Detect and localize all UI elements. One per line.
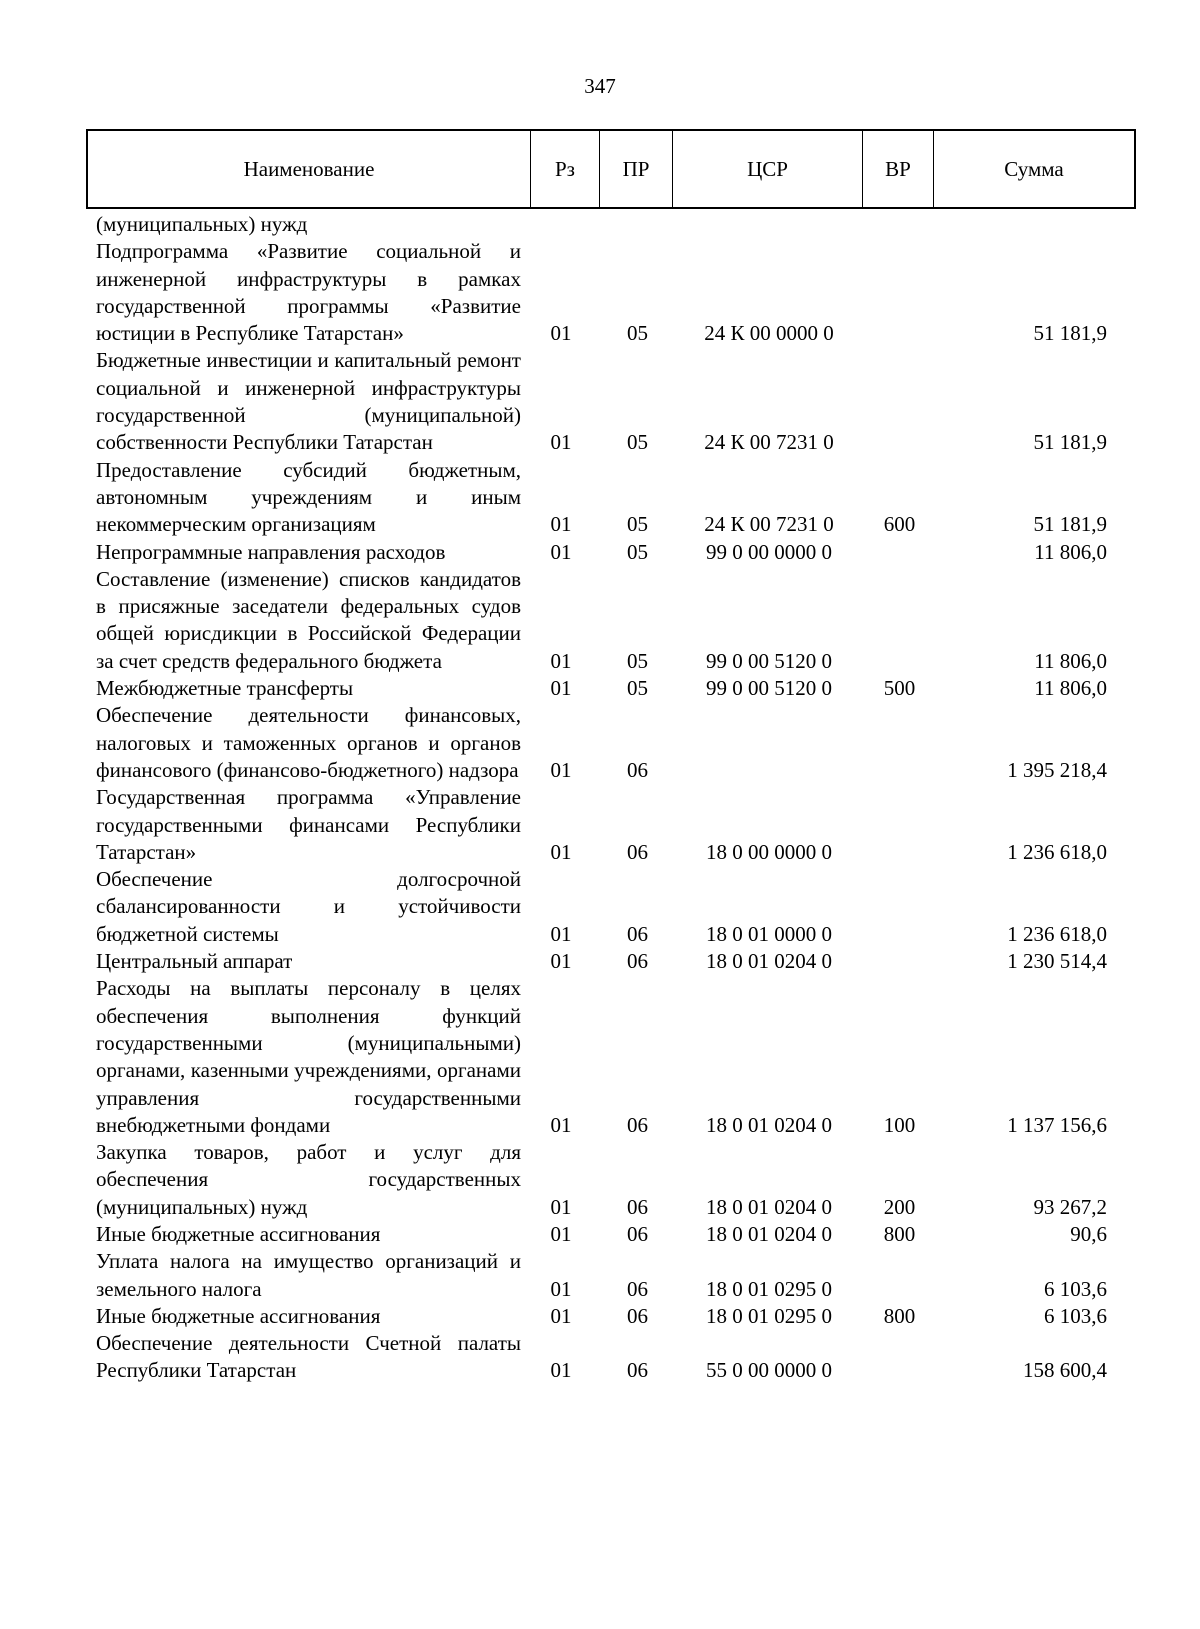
cell-name: (муниципальных) нужд xyxy=(96,212,308,236)
cell-pr: 06 xyxy=(627,757,648,782)
table-row xyxy=(96,539,1136,566)
cell-name: Предоставление субсидий бюджетным, автономным учреждениям и иным некоммерческим организациям xyxy=(96,457,521,537)
cell-vr: 800 xyxy=(883,1303,916,1328)
cell-name: Составление (изменение) списков кандидатов в присяжные заседатели федеральных судов общей юрисдикции в Российской Федерации за счет средств федерального бюджета xyxy=(96,566,521,673)
cell-sum: 6 103,6 xyxy=(1044,1276,1107,1301)
cell-csr: 18 0 01 0000 0 xyxy=(706,921,832,946)
cell-rz: 01 xyxy=(550,512,572,537)
cell-name: Межбюджетные трансферты xyxy=(96,676,354,701)
cell-sum: 6 103,6 xyxy=(1044,1303,1107,1328)
cell-sum: 93 267,2 xyxy=(1033,1194,1107,1219)
cell-name: Центральный аппарат xyxy=(96,949,293,974)
cell-csr: 18 0 01 0204 0 xyxy=(706,1112,832,1137)
cell-rz: 01 xyxy=(550,949,572,974)
cell-pr: 05 xyxy=(627,648,648,673)
cell-vr: 500 xyxy=(883,676,916,701)
cell-sum: 11 806,0 xyxy=(1034,676,1107,701)
cell-rz: 01 xyxy=(550,757,572,782)
table-row xyxy=(96,211,1136,238)
table-row xyxy=(96,238,1136,347)
cell-rz: 01 xyxy=(550,648,572,673)
cell-sum: 158 600,4 xyxy=(1023,1358,1107,1383)
cell-pr: 05 xyxy=(627,321,648,346)
cell-pr: 06 xyxy=(627,1112,648,1137)
table-row xyxy=(96,1248,1136,1303)
column-header-csr: ЦСР xyxy=(673,131,863,207)
table-row xyxy=(96,866,1136,948)
cell-name: Обеспечение деятельности Счетной палаты Республики Татарстан xyxy=(96,1331,521,1383)
cell-csr: 18 0 00 0000 0 xyxy=(706,839,832,864)
cell-name: Уплата налога на имущество организаций и земельного налога xyxy=(96,1249,521,1301)
cell-name: Обеспечение деятельности финансовых, налоговых и таможенных органов и органов финансового (финансово-бюджетного) надзора xyxy=(96,703,521,782)
column-header-sum: Сумма xyxy=(1004,156,1064,181)
cell-csr: 55 0 00 0000 0 xyxy=(706,1358,832,1383)
cell-sum: 1 236 618,0 xyxy=(1007,921,1107,946)
cell-vr: 600 xyxy=(883,512,916,537)
cell-csr: 24 К 00 7231 0 xyxy=(704,430,834,455)
cell-sum: 11 806,0 xyxy=(1034,539,1107,564)
cell-csr: 24 К 00 7231 0 xyxy=(704,512,834,537)
cell-sum: 51 181,9 xyxy=(1033,321,1107,346)
cell-rz: 01 xyxy=(550,676,572,701)
cell-rz: 01 xyxy=(550,1112,572,1137)
table-row xyxy=(96,1221,1136,1248)
table-row xyxy=(96,1330,1136,1385)
column-header-pr: ПР xyxy=(600,131,673,207)
cell-pr: 05 xyxy=(627,512,648,537)
table-row xyxy=(96,1139,1136,1221)
cell-sum: 1 137 156,6 xyxy=(1007,1112,1107,1137)
cell-name: Расходы на выплаты персоналу в целях обеспечения выполнения функций государственными (муниципальными) органами, казенными учреждениями, органами управления государственными внебюджетными фондами xyxy=(96,976,521,1137)
cell-pr: 06 xyxy=(627,949,648,974)
cell-sum: 1 395 218,4 xyxy=(1007,757,1107,782)
cell-pr: 06 xyxy=(627,1276,648,1301)
cell-name: Обеспечение долгосрочной сбалансированности и устойчивости бюджетной системы xyxy=(96,867,521,946)
cell-csr: 99 0 00 0000 0 xyxy=(706,539,832,564)
cell-csr: 18 0 01 0295 0 xyxy=(706,1303,832,1328)
cell-sum: 51 181,9 xyxy=(1033,430,1107,455)
table-body xyxy=(96,211,1136,1385)
table-row xyxy=(96,1303,1136,1330)
cell-name: Закупка товаров, работ и услуг для обеспечения государственных (муниципальных) нужд xyxy=(96,1140,521,1219)
table-row xyxy=(96,948,1136,975)
cell-pr: 05 xyxy=(627,676,648,701)
cell-rz: 01 xyxy=(550,839,572,864)
cell-name: Иные бюджетные ассигнования xyxy=(96,1303,381,1328)
table-row xyxy=(96,566,1136,675)
table-header xyxy=(86,129,1136,209)
cell-vr: 100 xyxy=(883,1112,916,1137)
cell-sum: 1 236 618,0 xyxy=(1007,839,1107,864)
table-row xyxy=(96,675,1136,702)
cell-csr: 24 К 00 0000 0 xyxy=(704,321,834,346)
table-row xyxy=(96,975,1136,1139)
table-row xyxy=(96,784,1136,866)
cell-csr: 18 0 01 0204 0 xyxy=(706,1194,832,1219)
cell-pr: 06 xyxy=(627,839,648,864)
cell-rz: 01 xyxy=(550,1276,572,1301)
cell-rz: 01 xyxy=(550,321,572,346)
cell-rz: 01 xyxy=(550,1221,572,1246)
cell-name: Иные бюджетные ассигнования xyxy=(96,1221,381,1246)
cell-sum: 90,6 xyxy=(1070,1221,1107,1246)
cell-csr: 99 0 00 5120 0 xyxy=(706,648,832,673)
cell-sum: 11 806,0 xyxy=(1034,648,1107,673)
cell-pr: 05 xyxy=(627,539,648,564)
cell-pr: 06 xyxy=(627,1221,648,1246)
cell-rz: 01 xyxy=(550,1303,572,1328)
cell-csr: 18 0 01 0295 0 xyxy=(706,1276,832,1301)
table-row xyxy=(96,702,1136,784)
column-header-name: Наименование xyxy=(88,131,531,207)
cell-rz: 01 xyxy=(550,921,572,946)
table-row xyxy=(96,347,1136,456)
cell-name: Непрограммные направления расходов xyxy=(96,539,446,564)
table-row xyxy=(96,457,1136,539)
cell-name: Подпрограмма «Развитие социальной и инженерной инфраструктуры в рамках государственной программы «Развитие юстиции в Республике Татарстан» xyxy=(96,239,521,346)
cell-name: Государственная программа «Управление государственными финансами Республики Татарстан» xyxy=(96,785,521,864)
column-header-vr: ВР xyxy=(863,131,934,207)
cell-name: Бюджетные инвестиции и капитальный ремонт социальной и инженерной инфраструктуры государственной (муниципальной) собственности Республики Татарстан xyxy=(96,348,521,455)
cell-rz: 01 xyxy=(550,430,572,455)
cell-csr: 99 0 00 5120 0 xyxy=(706,676,832,701)
cell-csr: 18 0 01 0204 0 xyxy=(706,1221,832,1246)
column-header-rz: Рз xyxy=(531,131,600,207)
cell-rz: 01 xyxy=(550,539,572,564)
cell-rz: 01 xyxy=(550,1194,572,1219)
cell-pr: 06 xyxy=(627,1303,648,1328)
cell-vr: 200 xyxy=(883,1194,916,1219)
cell-vr: 800 xyxy=(883,1221,916,1246)
page-number: 347 xyxy=(584,74,616,98)
cell-rz: 01 xyxy=(550,1358,572,1383)
cell-pr: 06 xyxy=(627,1194,648,1219)
cell-csr: 18 0 01 0204 0 xyxy=(706,949,832,974)
cell-pr: 06 xyxy=(627,1358,648,1383)
cell-pr: 05 xyxy=(627,430,648,455)
cell-sum: 1 230 514,4 xyxy=(1007,949,1107,974)
cell-pr: 06 xyxy=(627,921,648,946)
cell-sum: 51 181,9 xyxy=(1033,512,1107,537)
